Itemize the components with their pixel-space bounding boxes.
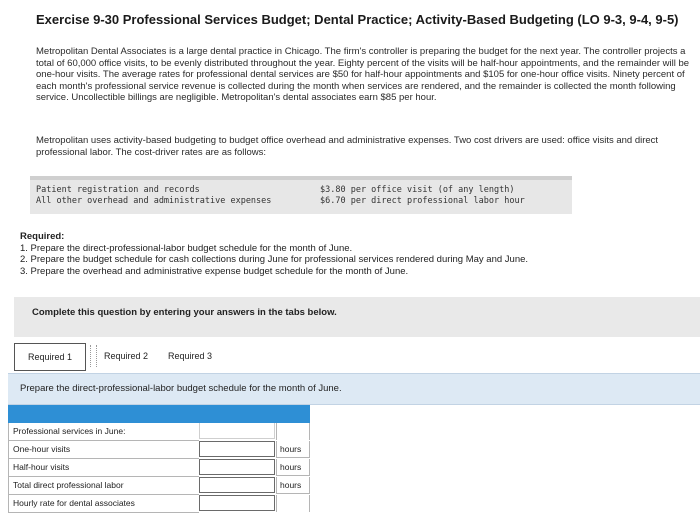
scenario-paragraph: Metropolitan Dental Associates is a large dental practice in Chicago. The firm's controller is preparing the budget for the next year. The controller projects a total of 60,000 office visits, to be evenly distributed throughout the year. Eighty percent of the visits will be half-hour appointments, and the remainder will be one-hour visits. The average rates for professional dental services are $50 for half-hour appointments and $105 for one-hour office visits. Ninety percent of each month's professional service revenue is collected during the month when services are rendered, and the remainder is collected the month following service. Uncollectible billings are negligible. Metropolitan's dental associates earn $85 per hour. (36, 46, 690, 103)
instruction-text: Complete this question by entering your answers in the tabs below. (32, 307, 337, 318)
schedule-row (8, 441, 310, 459)
schedule-unit: hours (276, 459, 310, 476)
required-item-2: 2. Prepare the budget schedule for cash collections during June for professional services rendered during May and June. (20, 254, 529, 265)
schedule-row (8, 477, 310, 495)
schedule-row (8, 459, 310, 477)
half-hour-visits-input[interactable] (199, 459, 275, 475)
cost-driver-rate: $3.80 per office visit (of any length) (320, 185, 515, 195)
schedule-header (8, 405, 310, 423)
schedule-input-blank (199, 423, 275, 439)
cost-driver-rate: $6.70 per direct professional labor hour (320, 196, 525, 206)
hourly-rate-input[interactable] (199, 495, 275, 511)
schedule-unit (276, 423, 310, 440)
schedule-row (8, 423, 310, 441)
required-item-3: 3. Prepare the overhead and administrative expense budget schedule for the month of June. (20, 265, 409, 277)
schedule-unit: hours (276, 477, 310, 494)
one-hour-visits-input[interactable] (199, 441, 275, 457)
cost-driver-name: All other overhead and administrative expenses (36, 196, 272, 206)
cost-driver-paragraph: Metropolitan uses activity-based budgeting to budget office overhead and administrative expenses. Two cost drivers are used: office visits and direct professional labor. The cost-driver rates are as follows: (36, 135, 659, 158)
schedule-unit (276, 495, 310, 512)
schedule-row-label: Half-hour visits (8, 459, 199, 477)
tab-required-3[interactable]: Required 3 (167, 351, 213, 361)
required-heading: Required: (20, 231, 65, 242)
cost-driver-rates-table (30, 176, 572, 214)
required-item-1: 1. Prepare the direct-professional-labor budget schedule for the month of June. (20, 242, 353, 254)
schedule-unit: hours (276, 441, 310, 458)
schedule-row-label: Total direct professional labor (8, 477, 199, 495)
tab-required-2[interactable]: Required 2 (103, 351, 149, 361)
required-section (20, 231, 680, 277)
tab-required-1[interactable]: Required 1 (14, 343, 86, 371)
tab-prompt (8, 373, 700, 405)
total-labor-hours-input[interactable] (199, 477, 275, 493)
schedule-row (8, 495, 310, 513)
tab-prompt-text: Prepare the direct-professional-labor budget schedule for the month of June. (20, 383, 342, 394)
cost-driver-name: Patient registration and records (36, 185, 200, 195)
schedule-row-label: Hourly rate for dental associates (8, 495, 199, 513)
exercise-title: Exercise 9-30 Professional Services Budget; Dental Practice; Activity-Based Budgeting (LO 9-3, 9-4, 9-5) (36, 12, 679, 27)
instruction-banner (14, 297, 700, 337)
schedule-row-label: One-hour visits (8, 441, 199, 459)
schedule-row-label: Professional services in June: (8, 423, 199, 441)
